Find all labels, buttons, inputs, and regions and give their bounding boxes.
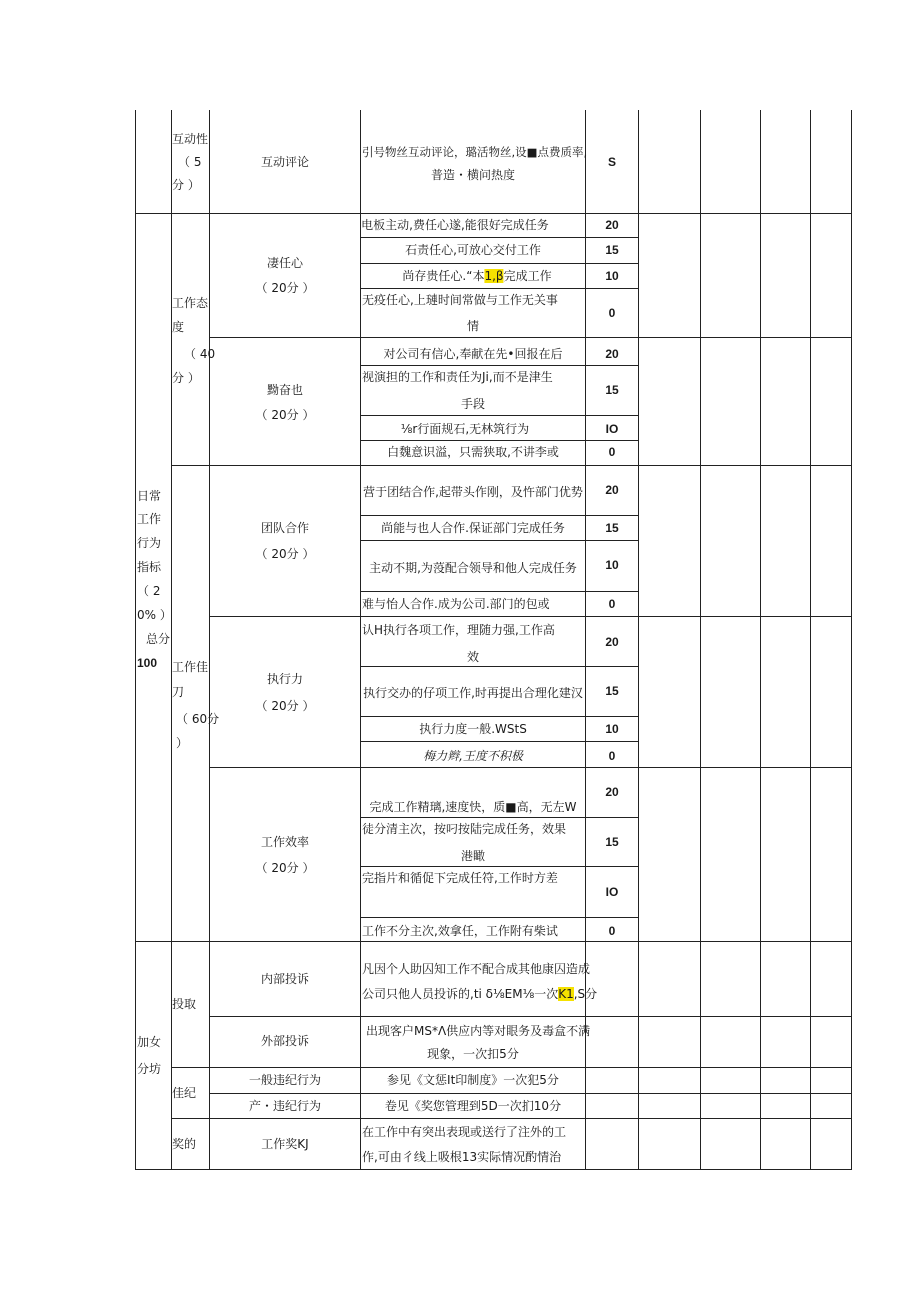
- item-title: 产・违纪行为: [248, 1099, 322, 1113]
- item-desc: ⅛r行面规石,无林筑行为: [400, 422, 530, 436]
- item-desc: 尚存贵任心.“本1,β完成工作: [402, 269, 552, 283]
- criterion-label: 奖的: [172, 1137, 197, 1151]
- item-desc: 作,可由彳线上吸根13实际情况酌情治: [362, 1150, 562, 1164]
- score-value: 0: [608, 749, 616, 763]
- item-desc: 手段: [461, 397, 486, 411]
- category-label: （ 2: [137, 584, 161, 598]
- criterion-label: （ 60分: [176, 712, 220, 726]
- item-subtitle: （ 20分 ）: [255, 547, 315, 561]
- category-label: 指标: [137, 560, 162, 574]
- score-value: 20: [605, 347, 619, 361]
- score-value: 0: [608, 597, 616, 611]
- item-desc: 出现客户MS*Λ供应内等对眼务及毒盒不满: [366, 1024, 591, 1038]
- score-value: 20: [605, 218, 619, 232]
- item-title: 团队合作: [260, 521, 310, 535]
- highlight-mark: 1,β: [484, 269, 504, 283]
- item-desc: 公司只他人员投诉的,ti δ⅛EM⅛一次K1,S分: [362, 987, 598, 1001]
- item-title: 黝奋也: [266, 383, 304, 397]
- criterion-label: 投取: [172, 997, 197, 1011]
- item-subtitle: （ 20分 ）: [255, 408, 315, 422]
- item-desc: 效: [467, 650, 480, 664]
- category-label: 加女: [137, 1035, 162, 1049]
- score-value: 15: [605, 684, 619, 698]
- score-value: 10: [605, 722, 619, 736]
- item-title: 一般违纪行为: [248, 1073, 322, 1087]
- score-value: 15: [605, 383, 619, 397]
- item-desc: 无疫任心,上璉时间常做与工作无关事: [362, 293, 558, 307]
- criterion-label: 工作态: [172, 296, 209, 310]
- item-desc: 尚能与也人合作.保证部门完成任务: [381, 521, 565, 535]
- category-label: 工作: [137, 512, 162, 526]
- score-value: 15: [605, 521, 619, 535]
- criterion-label: 互动性: [172, 132, 209, 146]
- item-desc: 视演担的工作和责任为Ji,而不是津生: [362, 370, 553, 384]
- item-desc: 执行力度一般.WStS: [419, 722, 527, 736]
- item-desc: 港瞰: [461, 849, 486, 863]
- category-label: 日常: [137, 489, 162, 503]
- score-value: 0: [608, 306, 616, 320]
- criterion-label: 工作佳: [172, 660, 209, 674]
- item-desc: 梅力辫,王度不积极: [423, 749, 523, 763]
- score-value: 15: [605, 243, 619, 257]
- item-desc: 主动不期,为莈配合领导和他人完成任务: [369, 561, 577, 575]
- item-title: 互动评论: [260, 155, 310, 169]
- item-desc: 参见《文惩It印制度》一次犯5分: [387, 1073, 559, 1087]
- category-label: 行为: [137, 536, 162, 550]
- score-value: 20: [605, 785, 619, 799]
- item-title: 执行力: [266, 672, 304, 686]
- item-desc: 现象，一次扣5分: [427, 1047, 519, 1061]
- item-desc: 执行交办的仔项工作,时再提出合理化建汉: [363, 686, 583, 700]
- item-title: 工作效率: [260, 835, 310, 849]
- category-label: 总分: [146, 632, 171, 646]
- item-desc: 难与怡人合作.成为公司.部门的包或: [362, 597, 550, 611]
- item-subtitle: （ 20分 ）: [255, 699, 315, 713]
- criterion-label: 度: [172, 320, 185, 334]
- item-subtitle: （ 20分 ）: [255, 281, 315, 295]
- item-desc: 白魏意识溢，只需狭取,不讲李或: [387, 445, 559, 459]
- item-title: 凄任心: [266, 256, 304, 270]
- score-value: 20: [605, 635, 619, 649]
- category-label: 0% ）: [137, 608, 172, 622]
- score-value: S: [607, 155, 617, 169]
- item-desc: 普造・横问热度: [430, 168, 516, 182]
- score-value: 0: [608, 445, 616, 459]
- score-value: 0: [608, 924, 616, 938]
- item-desc: 在工作中有突出表现或送行了注外的工: [362, 1125, 567, 1139]
- criterion-label: 佳纪: [172, 1086, 197, 1100]
- item-desc: 石责任心,可放心交付工作: [405, 243, 541, 257]
- item-desc: 工作不分主次,效拿任，工作附有柴试: [362, 924, 558, 938]
- criterion-label: 分 ）: [172, 371, 200, 385]
- criterion-label: 刀: [172, 685, 185, 699]
- item-title: 外部投诉: [260, 1034, 310, 1048]
- criterion-label: 分 ）: [172, 178, 200, 192]
- item-desc: 凡因个人助囚知工作不配合成其他康囚造成: [362, 962, 591, 976]
- item-desc: 徒分清主次，按叼按陆完成任务，效果: [362, 822, 567, 836]
- item-desc: 情: [467, 319, 480, 333]
- score-value: IO: [605, 422, 619, 436]
- item-desc: 对公司有信心,奉献在先•回报在后: [383, 347, 563, 361]
- score-value: 10: [605, 269, 619, 283]
- criterion-label: ）: [176, 736, 189, 750]
- score-value: 10: [605, 558, 619, 572]
- category-label: 100: [137, 656, 158, 670]
- item-desc: 电板主动,费任心遂,能很好完成任务: [361, 218, 549, 232]
- score-value: 15: [605, 835, 619, 849]
- item-desc: 完指片和循促下完成任符,工作时方差: [362, 871, 558, 885]
- item-desc: 认H执行各项工作，理随力强,工作高: [362, 623, 555, 637]
- item-desc: 卷见《奖您管理到5D一次扪10分: [384, 1099, 562, 1113]
- category-label: 分坊: [137, 1062, 162, 1076]
- score-value: 20: [605, 483, 619, 497]
- criterion-label: （ 5: [178, 155, 202, 169]
- item-subtitle: （ 20分 ）: [255, 861, 315, 875]
- criterion-label: （ 40: [184, 347, 216, 361]
- score-value: IO: [605, 885, 619, 899]
- item-title: 内部投诉: [260, 972, 310, 986]
- item-title: 工作奖KJ: [261, 1137, 309, 1151]
- item-desc: 完成工作精璃,速度快，质■高，无左W: [369, 800, 577, 814]
- item-desc: 营于团结合作,起带头作刚，及忤部门优势: [363, 485, 583, 499]
- highlight-mark: K1: [558, 987, 574, 1001]
- item-desc: 引号物丝互动评论，璐活物丝,设■点费质率,: [362, 145, 588, 159]
